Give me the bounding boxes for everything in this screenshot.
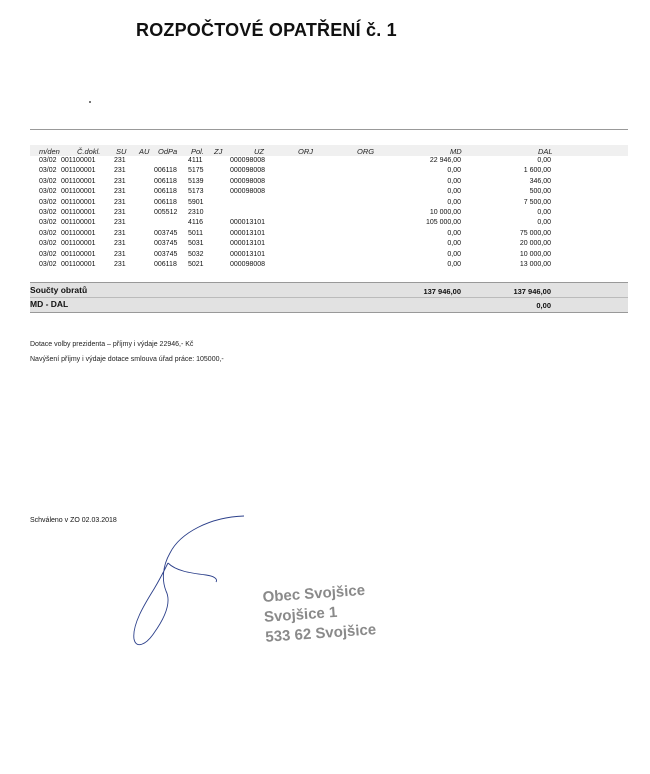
cell-uz: 000013101: [230, 240, 266, 248]
table-row: [0, 188, 650, 199]
balance-label: MD - DAL: [30, 299, 69, 309]
cell-cdokl: 001100001: [61, 229, 96, 237]
cell-cdokl: 001100001: [61, 219, 96, 227]
cell-md: 0,00: [447, 229, 461, 237]
cell-su: 231: [114, 198, 126, 206]
balance-value: 0,00: [536, 301, 551, 310]
totals-md: 137 946,00: [423, 287, 461, 296]
cell-su: 231: [114, 219, 126, 227]
cell-pol: 5032: [188, 250, 204, 258]
cell-cdokl: 001100001: [61, 188, 96, 196]
totals-dal: 137 946,00: [513, 287, 551, 296]
cell-dal: 0,00: [537, 209, 551, 216]
table-row: [0, 251, 650, 262]
cell-md: 0,00: [447, 177, 461, 185]
col-su: SU: [116, 147, 127, 156]
cell-cdokl: 001100001: [61, 177, 96, 185]
cell-mden: 03/02: [39, 188, 57, 196]
table-row: [0, 157, 650, 168]
col-zj: ZJ: [214, 147, 223, 156]
cell-mden: 03/02: [39, 261, 57, 268]
cell-su: 231: [114, 209, 126, 216]
totals-label: Součty obratů: [30, 285, 88, 295]
cell-pol: 5011: [188, 229, 204, 237]
cell-pol: 5031: [188, 240, 204, 248]
cell-mden: 03/02: [39, 198, 57, 206]
cell-pol: 5021: [188, 261, 204, 268]
table-row: [0, 167, 650, 178]
cell-uz: 000098008: [230, 157, 266, 164]
cell-uz: 000098008: [230, 261, 266, 268]
cell-cdokl: 001100001: [61, 240, 96, 248]
cell-cdokl: 001100001: [61, 167, 96, 175]
cell-odpa: 003745: [154, 229, 178, 237]
cell-dal: 0,00: [537, 157, 551, 164]
cell-dal: 346,00: [529, 177, 551, 185]
stamp-line-2: Svojšice 1: [263, 603, 338, 626]
top-rule: [30, 129, 628, 130]
table-row: [0, 199, 650, 210]
cell-cdokl: 001100001: [61, 209, 96, 216]
cell-su: 231: [114, 261, 126, 268]
cell-pol: 5901: [188, 198, 204, 206]
col-au: AU: [139, 147, 150, 156]
cell-pol: 2310: [188, 209, 204, 216]
cell-su: 231: [114, 157, 126, 164]
cell-cdokl: 001100001: [61, 261, 96, 268]
cell-cdokl: 001100001: [61, 198, 96, 206]
cell-odpa: 006118: [154, 198, 177, 206]
cell-uz: 000098008: [230, 177, 266, 185]
municipal-stamp: [262, 580, 377, 648]
col-orj: ORJ: [298, 147, 313, 156]
cell-odpa: 006118: [154, 177, 177, 185]
col-uz: UZ: [254, 147, 264, 156]
document-title: ROZPOČTOVÉ OPATŘENÍ č. 1: [136, 20, 397, 40]
totals-divider: [30, 297, 628, 298]
cell-odpa: 006118: [154, 188, 177, 196]
cell-dal: 500,00: [529, 188, 551, 196]
cell-su: 231: [114, 240, 126, 248]
cell-md: 0,00: [447, 167, 461, 175]
note-2: Navýšení příjmy i výdaje dotace smlouva úřad práce: 105000,-: [30, 356, 224, 363]
note-1: Dotace volby prezidenta – příjmy i výdaje 22946,- Kč: [30, 341, 194, 348]
cell-md: 0,00: [447, 240, 461, 248]
cell-dal: 7 500,00: [523, 198, 551, 206]
cell-pol: 5173: [188, 188, 204, 196]
table-row: [0, 209, 650, 220]
cell-md: 0,00: [447, 261, 461, 268]
cell-dal: 20 000,00: [519, 240, 551, 248]
cell-dal: 0,00: [537, 219, 551, 227]
cell-dal: 10 000,00: [519, 250, 551, 258]
cell-mden: 03/02: [39, 177, 57, 185]
signature-icon: [110, 505, 260, 655]
col-mden: m/den: [39, 147, 60, 156]
table-row: [0, 178, 650, 189]
col-odpa: OdPa: [158, 147, 178, 156]
col-dal: DAL: [538, 147, 553, 156]
cell-odpa: 003745: [154, 240, 178, 248]
cell-cdokl: 001100001: [61, 157, 96, 164]
cell-odpa: 006118: [154, 167, 177, 175]
cell-mden: 03/02: [39, 157, 57, 164]
cell-su: 231: [114, 229, 126, 237]
cell-uz: 000013101: [230, 250, 266, 258]
cell-md: 0,00: [447, 188, 461, 196]
cell-mden: 03/02: [39, 209, 57, 216]
table-row: [0, 230, 650, 241]
approval-text: Schváleno v ZO 02.03.2018: [30, 517, 117, 524]
cell-pol: 4116: [188, 219, 204, 227]
col-pol: Pol.: [191, 147, 204, 156]
cell-odpa: 003745: [154, 250, 178, 258]
cell-su: 231: [114, 250, 126, 258]
cell-md: 10 000,00: [429, 209, 461, 216]
cell-su: 231: [114, 177, 126, 185]
cell-dal: 75 000,00: [519, 229, 551, 237]
cell-md: 105 000,00: [425, 219, 461, 227]
cell-uz: 000098008: [230, 188, 266, 196]
col-md: MD: [450, 147, 462, 156]
stamp-line-1: Obec Svojšice: [262, 581, 366, 606]
cell-odpa: 006118: [154, 261, 177, 268]
col-cdokl: Č.dokl.: [77, 147, 101, 156]
cell-odpa: 005512: [154, 209, 178, 216]
cell-dal: 13 000,00: [519, 261, 551, 268]
cell-mden: 03/02: [39, 229, 57, 237]
cell-mden: 03/02: [39, 167, 57, 175]
cell-mden: 03/02: [39, 250, 57, 258]
cell-su: 231: [114, 188, 126, 196]
col-org: ORG: [357, 147, 375, 156]
speck: [89, 101, 91, 103]
cell-pol: 5175: [188, 167, 204, 175]
cell-cdokl: 001100001: [61, 250, 96, 258]
cell-pol: 4111: [188, 157, 203, 164]
cell-pol: 5139: [188, 177, 204, 185]
table-row: [0, 240, 650, 251]
cell-dal: 1 600,00: [523, 167, 551, 175]
cell-md: 22 946,00: [429, 157, 461, 164]
cell-mden: 03/02: [39, 240, 57, 248]
bottom-rule: [30, 312, 628, 313]
cell-uz: 000013101: [230, 219, 266, 227]
cell-uz: 000098008: [230, 167, 266, 175]
cell-md: 0,00: [447, 198, 461, 206]
table-row: [0, 219, 650, 230]
cell-mden: 03/02: [39, 219, 57, 227]
cell-su: 231: [114, 167, 126, 175]
table-row: [0, 261, 650, 272]
stamp-line-3: 533 62 Svojšice: [264, 621, 377, 646]
cell-md: 0,00: [447, 250, 461, 258]
cell-uz: 000013101: [230, 229, 266, 237]
